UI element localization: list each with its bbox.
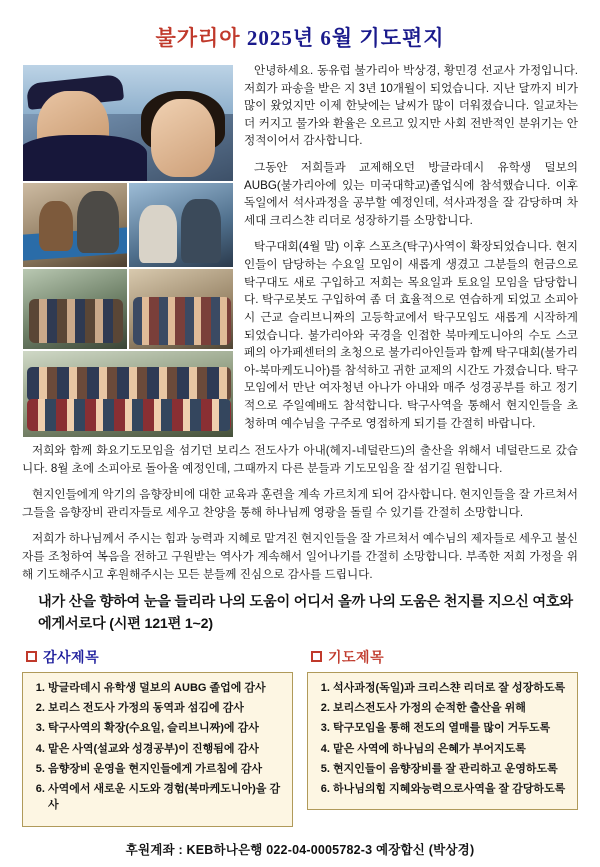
table-tennis-child-photo <box>22 182 128 268</box>
paragraph-sound-equipment: 현지인들에게 악기의 음향장비에 대한 교육과 훈련을 계속 가르치게 되어 감사합니다. 현지인들을 잘 가르쳐서 그들을 음향장비 관리자들로 세우고 찬양을 통해 하나님께 영광을 돌릴 수 있기를 간절히 소망합니다. <box>22 488 578 519</box>
topic-columns <box>22 647 578 827</box>
list-item: 6. 하나님의힘 지혜와능력으로사역을 잘 감당하도록 <box>333 781 569 797</box>
list-item: 6. 사역에서 새로운 시도와 경험(북마케도니아)을 감사 <box>48 781 284 814</box>
support-account-footer: 후원계좌 : KEB하나은행 022-04-0005782-3 예장합신 (박상경) <box>125 842 475 857</box>
title-date: 2025년 6월 기도편지 <box>246 26 445 50</box>
graduation-couple-photo <box>22 64 234 182</box>
page-title-text <box>155 22 444 52</box>
body-text-full-width <box>22 442 578 583</box>
square-bullet-icon <box>311 651 322 662</box>
list-item: 2. 보리스 전도사 가정의 동역과 섬김에 감사 <box>48 700 284 716</box>
bible-verse: 내가 산을 향하여 눈을 들리라 나의 도움이 어디서 올까 나의 도움은 천지를 지으신 여호와에게서로다 (시편 121편 1~2) <box>38 594 573 632</box>
list-item: 2. 보리스전도사 가정의 순적한 출산을 위해 <box>333 700 569 716</box>
group-indoor-photo <box>128 268 234 350</box>
list-item: 3. 탁구모임을 통해 전도의 열매를 많이 거두도록 <box>333 720 569 736</box>
paragraph-closing: 저희가 하나님께서 주시는 힘과 능력과 지혜로 맡겨진 현지인들을 잘 가르쳐서 예수님의 제자들로 세우고 불신자를 조청하여 복음을 전하고 구원받는 역사가 계속해서 일어나기를 간절히 소망합니다. 부족한 저희 가정을 위해 기도해주시고 후원해주시는 모든 분들께 진심으로 감사를 드립니다. <box>22 532 578 581</box>
square-bullet-icon <box>26 651 37 662</box>
list-item: 5. 현지인들이 음향장비를 잘 관리하고 운영하도록 <box>333 761 569 777</box>
list-item: 5. 음향장비 운영을 현지인들에게 가르침에 감사 <box>48 761 284 777</box>
thanks-heading <box>22 647 293 667</box>
thanks-list-box <box>22 672 293 827</box>
page-title <box>22 0 578 62</box>
prayer-heading <box>307 647 578 667</box>
group-outdoor-photo <box>22 268 128 350</box>
prayer-list-box <box>307 672 578 811</box>
list-item: 4. 맡은 사역(설교와 성경공부)이 진행됨에 감사 <box>48 741 284 757</box>
thanks-column <box>22 647 293 827</box>
table-tennis-players-photo <box>128 182 234 268</box>
paragraph-intro: 안녕하세요. 동유럽 불가리아 박상경, 황민경 선교사 가정입니다. 저희가 파송을 받은 지 3년 10개월이 되었습니다. 지난 달까지 비가 많이 왔었지만 이제 한낮에는 날씨가 많이 더워졌습니다. 일교차는 더 커지고 물가와 환율은 오르고 있지만 사회 전반적인 분위기는 안정적이어서 감사합니다. <box>244 64 578 148</box>
title-country: 불가리아 <box>155 26 241 50</box>
list-item: 4. 맡은 사역에 하나님의 은혜가 부어지도록 <box>333 741 569 757</box>
large-group-photo <box>22 350 234 438</box>
paragraph-table-tennis: 탁구대회(4월 말) 이후 스포츠(탁구)사역이 확장되었습니다. 현지인들이 담당하는 수요일 모임이 새롭게 생겼고 그분들의 헌금으로 탁구대도 새로 구입하고 저희는 목요일과 토요일 모임을 담당합니다. 탁구로봇도 구입하여 좀 더 효율적으로 연습하게 되었고 소피아시 근교 슬리브니짜의 고등학교에서 탁구모임도 새롭게 시작하게 되었습니다. 불가리아와 국경을 인접한 북마케도니아의 수도 스코페의 아가페센터의 초청으로 불가리아인들과 함께 탁구대회(불가리아-북마케도니아)를 참석하고 귀한 교제의 시간도 가졌습니다. 탁구모임에서 만난 여자청년 아나가 아내와 매주 성경공부를 하고 정기적으로 주일예배도 참석합니다. 탁구사역을 통해서 현지인들을 초청하며 예수님을 구주로 영접하게 되기를 간절히 바랍니다. <box>244 240 578 430</box>
list-item: 1. 석사과정(독일)과 크리스챤 리더로 잘 성장하도록 <box>333 680 569 696</box>
paragraph-boris: 저희와 함께 화요기도모임을 섬기던 보리스 전도사가 아내(헤지-네덜란드)의 출산을 위해서 네덜란드로 갔습니다. 8월 초에 소피아로 돌아올 예정인데, 그때까지 다른 분들과 기도모임을 잘 섬기길 원합니다. <box>22 444 578 475</box>
paragraph-graduation: 그동안 저희들과 교제해오던 방글라데시 유학생 덜보의 AUBG(불가리아에 있는 미국대학교)졸업식에 참석했습니다. 이후 독일에서 석사과정을 공부할 예정인데, 석사과정을 잘 감당하며 차세대 크리스챤 리더로 성장하기를 소망합니다. <box>244 161 578 227</box>
thanks-heading-label: 감사제목 <box>43 648 100 665</box>
list-item: 1. 방글라데시 유학생 덜보의 AUBG 졸업에 감사 <box>48 680 284 696</box>
list-item: 3. 탁구사역의 확장(수요일, 슬리브니짜)에 감사 <box>48 720 284 736</box>
photo-collage <box>22 64 234 438</box>
prayer-column <box>307 647 578 827</box>
prayer-heading-label: 기도제목 <box>328 648 385 665</box>
